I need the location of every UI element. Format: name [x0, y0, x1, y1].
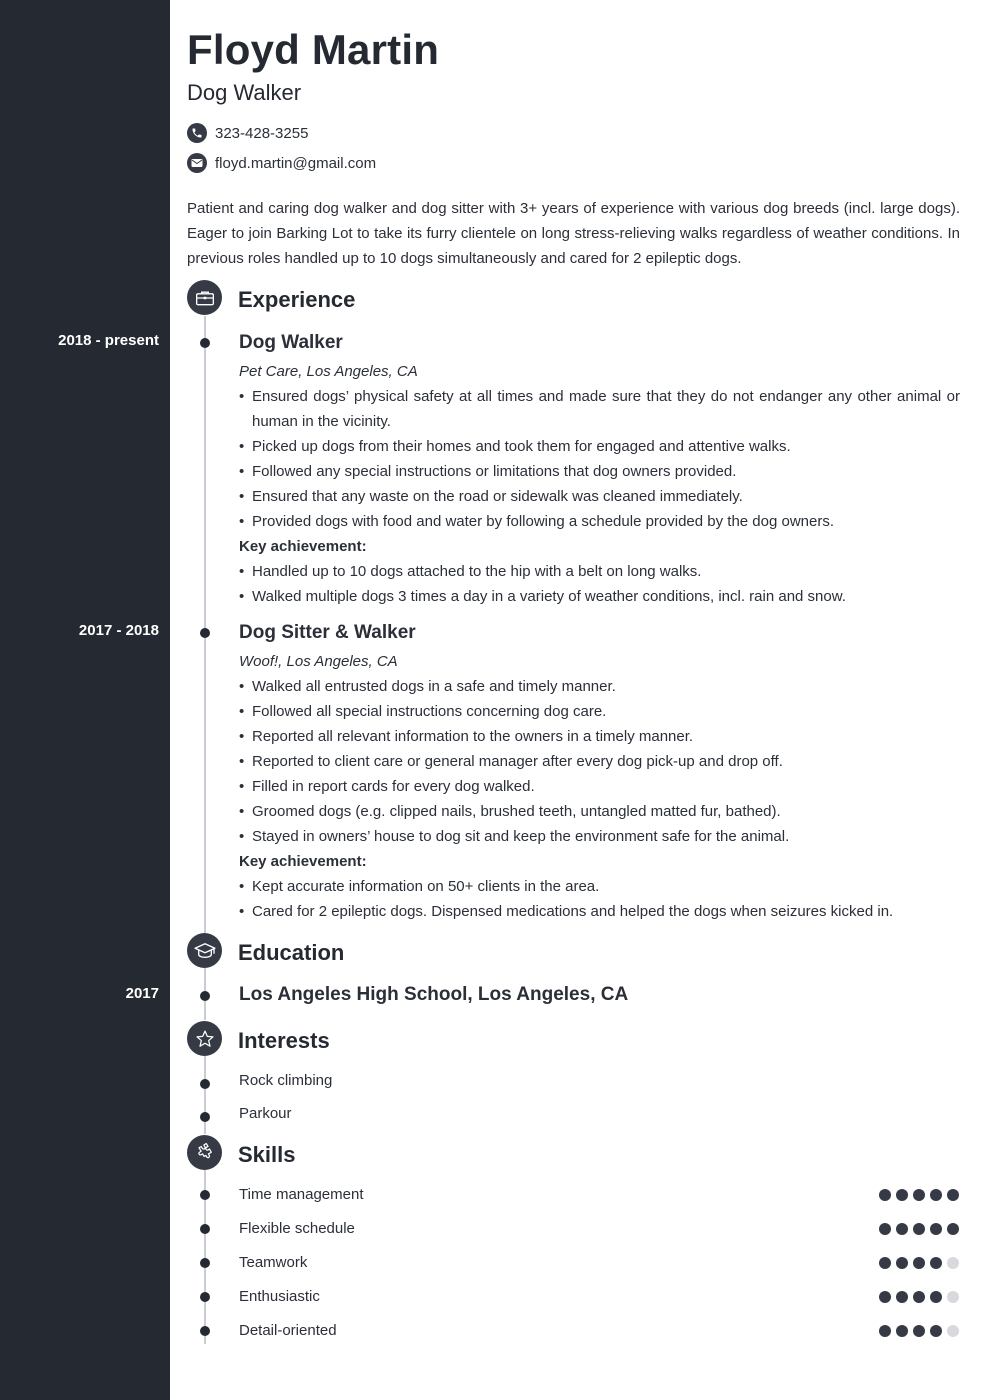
skill-dot: [947, 1291, 959, 1303]
skill-dot: [879, 1325, 891, 1337]
list-item: • Groomed dogs (e.g. clipped nails, brushed teeth, untangled matted fur, bathed).: [239, 799, 960, 824]
skill-dot: [930, 1291, 942, 1303]
briefcase-icon: [187, 280, 222, 315]
key-achievement-label: Key achievement:: [239, 853, 367, 870]
timeline-dot: [200, 1292, 210, 1302]
education-school: Los Angeles High School, Los Angeles, CA: [239, 984, 629, 1005]
section-title-education: Education: [238, 940, 345, 965]
skill-dot: [913, 1223, 925, 1235]
timeline-dot: [200, 1326, 210, 1336]
skill-dot: [930, 1189, 942, 1201]
skill-dot: [930, 1257, 942, 1269]
timeline-dot: [200, 338, 210, 348]
job-entry: [239, 621, 960, 924]
skill-dot: [896, 1257, 908, 1269]
list-item: • Handled up to 10 dogs attached to the hip with a belt on long walks.: [239, 559, 960, 584]
job-dates: 2017 - 2018: [78, 622, 159, 639]
skill-dot: [896, 1325, 908, 1337]
graduation-cap-icon: [187, 933, 222, 968]
job-dates: 2018 - present: [58, 332, 159, 349]
timeline-dot: [200, 1258, 210, 1268]
list-item: • Picked up dogs from their homes and took them for engaged and attentive walks.: [239, 434, 960, 459]
list-item: • Filled in report cards for every dog walked.: [239, 774, 960, 799]
skill-name: Time management: [239, 1186, 364, 1203]
skill-dot: [879, 1257, 891, 1269]
skill-rating: [879, 1257, 959, 1269]
skill-dot: [913, 1325, 925, 1337]
resume-job-title: Dog Walker: [187, 80, 302, 105]
list-item: • Reported to client care or general manager after every dog pick-up and drop off.: [239, 749, 960, 774]
skill-dot: [879, 1189, 891, 1201]
timeline-dot: [200, 1224, 210, 1234]
timeline-dot: [200, 628, 210, 638]
skill-name: Flexible schedule: [239, 1220, 355, 1237]
skill-dot: [913, 1189, 925, 1201]
timeline-line-experience: [204, 316, 206, 933]
section-title-interests: Interests: [238, 1028, 330, 1053]
list-item: • Followed any special instructions or limitations that dog owners provided.: [239, 459, 960, 484]
skill-dot: [879, 1291, 891, 1303]
list-item: • Provided dogs with food and water by following a schedule provided by the dog owners.: [239, 509, 960, 534]
skill-dot: [947, 1325, 959, 1337]
timeline-line-interests: [204, 1056, 206, 1134]
achievement-bullets: [239, 874, 960, 924]
skill-name: Detail-oriented: [239, 1322, 337, 1339]
skill-dot: [930, 1325, 942, 1337]
interest-item: Rock climbing: [239, 1072, 333, 1089]
contact-email: [187, 153, 376, 173]
email-address[interactable]: floyd.martin@gmail.com: [215, 154, 377, 172]
list-item: • Walked multiple dogs 3 times a day in a variety of weather conditions, incl. rain and snow.: [239, 584, 960, 609]
puzzle-icon: [187, 1135, 222, 1170]
skill-rating: [879, 1291, 959, 1303]
skill-rating: [879, 1189, 959, 1201]
job-role: Dog Walker: [239, 332, 343, 353]
list-item: • Kept accurate information on 50+ clients in the area.: [239, 874, 960, 899]
timeline-dot: [200, 991, 210, 1001]
job-role: Dog Sitter & Walker: [239, 622, 416, 643]
skill-dot: [896, 1189, 908, 1201]
job-bullets: [239, 384, 960, 534]
key-achievement-label: Key achievement:: [239, 538, 367, 555]
interest-item: Parkour: [239, 1105, 292, 1122]
skill-dot: [913, 1257, 925, 1269]
skill-name: Enthusiastic: [239, 1288, 320, 1305]
job-bullets: [239, 674, 960, 849]
skill-rating: [879, 1223, 959, 1235]
skill-dot: [879, 1223, 891, 1235]
skill-dot: [896, 1223, 908, 1235]
job-company: Pet Care, Los Angeles, CA: [239, 363, 418, 380]
skill-dot: [913, 1291, 925, 1303]
list-item: • Ensured dogs’ physical safety at all times and made sure that they do not endanger any other animal or human in the vicinity.: [239, 384, 960, 434]
list-item: • Walked all entrusted dogs in a safe and timely manner.: [239, 674, 960, 699]
list-item: • Cared for 2 epileptic dogs. Dispensed medications and helped the dogs when seizures kicked in.: [239, 899, 960, 924]
email-icon: [187, 153, 207, 173]
section-title-experience: Experience: [238, 287, 356, 312]
list-item: • Ensured that any waste on the road or sidewalk was cleaned immediately.: [239, 484, 960, 509]
skill-name: Teamwork: [239, 1254, 308, 1271]
education-year: 2017: [125, 985, 159, 1002]
sidebar: [0, 0, 170, 1400]
list-item: • Followed all special instructions concerning dog care.: [239, 699, 960, 724]
skill-dot: [947, 1189, 959, 1201]
skill-dot: [947, 1223, 959, 1235]
skill-dot: [930, 1223, 942, 1235]
phone-number[interactable]: 323-428-3255: [215, 124, 309, 142]
job-company: Woof!, Los Angeles, CA: [239, 653, 398, 670]
contact-phone: [187, 123, 308, 143]
skill-dot: [896, 1291, 908, 1303]
phone-icon: [187, 123, 207, 143]
timeline-dot: [200, 1079, 210, 1089]
achievement-bullets: [239, 559, 960, 609]
skill-dot: [947, 1257, 959, 1269]
timeline-dot: [200, 1190, 210, 1200]
section-title-skills: Skills: [238, 1142, 296, 1167]
summary: Patient and caring dog walker and dog sitter with 3+ years of experience with various dog breeds (incl. large dogs). Eager to join Barking Lot to take its furry clientele on long stress-relieving walks regardless of weather conditions. In previous roles handled up to 10 dogs simultaneously and cared for 2 epileptic dogs.: [187, 200, 960, 267]
skill-rating: [879, 1325, 959, 1337]
star-icon: [187, 1021, 222, 1056]
list-item: • Stayed in owners’ house to dog sit and keep the environment safe for the animal.: [239, 824, 960, 849]
timeline-dot: [200, 1112, 210, 1122]
resume-name: Floyd Martin: [187, 26, 440, 73]
list-item: • Reported all relevant information to the owners in a timely manner.: [239, 724, 960, 749]
job-entry: [239, 331, 960, 609]
